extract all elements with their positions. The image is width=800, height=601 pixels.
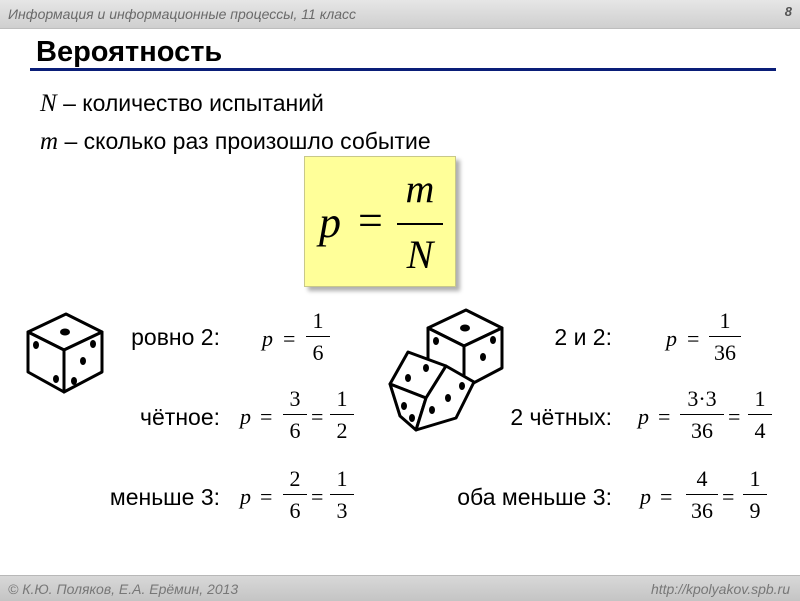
formula-equals: =	[283, 326, 296, 351]
formula-p: p	[640, 484, 651, 509]
fraction-numerator: 1	[749, 466, 761, 491]
fraction-denominator: 3	[336, 498, 348, 523]
footer-url[interactable]: http://kpolyakov.spb.ru	[650, 581, 790, 597]
fraction-numerator: 4	[696, 466, 708, 491]
formula-p: p	[240, 404, 251, 429]
course-title: Информация и информационные процессы, 11 класс	[8, 6, 357, 22]
definition-symbol: m	[40, 128, 59, 155]
label-two-even: 2 чётных:	[510, 404, 612, 430]
fraction-denominator: 2	[336, 418, 348, 443]
slide-title: Вероятность	[36, 36, 223, 68]
fraction-denominator: 9	[749, 498, 761, 523]
fraction	[686, 466, 718, 525]
fraction-denominator: 36	[691, 418, 713, 443]
fraction	[283, 466, 307, 525]
definition-symbol: N	[40, 90, 57, 117]
formula-equals: =	[358, 196, 383, 245]
formula-equals: =	[260, 404, 273, 429]
formula-equals: =	[722, 484, 735, 509]
label-two-and-two: 2 и 2:	[554, 324, 612, 350]
fraction	[330, 386, 354, 445]
fraction-numerator: 1	[754, 386, 766, 411]
definition-m	[40, 128, 431, 156]
header-bar	[0, 0, 800, 29]
fraction-bar	[306, 336, 330, 337]
fraction-numerator: 1	[336, 466, 348, 491]
formula-p: p	[666, 326, 677, 351]
fraction	[743, 466, 767, 525]
fraction-numerator: 1	[719, 308, 731, 333]
formula-two-and-two	[666, 308, 746, 368]
fraction-denominator: 4	[754, 418, 766, 443]
formula-two-even	[638, 386, 778, 446]
formula-p: p	[240, 484, 251, 509]
formula-even	[240, 386, 360, 446]
label-even: чётное:	[140, 404, 220, 430]
formula-p: p	[262, 326, 273, 351]
fraction-bar	[680, 414, 724, 415]
fraction-bar	[283, 494, 307, 495]
formula-lhs: p	[319, 198, 341, 247]
fraction-denominator: 6	[289, 418, 301, 443]
definition-text: – количество испытаний	[63, 90, 324, 116]
footer-authors: © К.Ю. Поляков, Е.А. Ерёмин, 2013	[8, 581, 239, 597]
fraction-numerator: 1	[336, 386, 348, 411]
formula-equals: =	[660, 484, 673, 509]
fraction-denominator: 6	[289, 498, 301, 523]
fraction-bar	[686, 494, 718, 495]
formula-exactly-two	[262, 308, 332, 368]
formula-equals: =	[311, 484, 324, 509]
fraction	[306, 308, 330, 367]
fraction-bar	[397, 223, 443, 225]
fraction-denominator: 36	[691, 498, 713, 523]
footer-bar	[0, 575, 800, 601]
fraction-numerator: 1	[312, 308, 324, 333]
formula-equals: =	[728, 404, 741, 429]
fraction-numerator: 3·3	[687, 386, 717, 411]
fraction-bar	[743, 494, 767, 495]
fraction-denominator: 36	[714, 340, 736, 365]
fraction-bar	[330, 494, 354, 495]
fraction-bar	[330, 414, 354, 415]
fraction	[330, 466, 354, 525]
formula-equals: =	[260, 484, 273, 509]
formula-equals: =	[311, 404, 324, 429]
formula-p: p	[638, 404, 649, 429]
fraction-bar	[748, 414, 772, 415]
formula-less-than-three	[240, 466, 360, 526]
formula-both-less-than-three	[640, 466, 770, 526]
fraction	[709, 308, 741, 367]
definition-n	[40, 90, 324, 118]
formula-equals: =	[658, 404, 671, 429]
fraction-denominator: 6	[312, 340, 324, 365]
formula-equals: =	[687, 326, 700, 351]
die-icon	[22, 308, 108, 396]
formula-denominator: N	[406, 232, 434, 277]
fraction	[283, 386, 307, 445]
fraction-numerator: 3	[289, 386, 301, 411]
fraction-bar	[709, 336, 741, 337]
label-less-than-three: меньше 3:	[109, 484, 220, 510]
fraction	[680, 386, 724, 445]
title-underline	[30, 68, 776, 71]
label-both-less-than-three: оба меньше 3:	[457, 484, 612, 510]
fraction-bar	[283, 414, 307, 415]
label-exactly-two: ровно 2:	[131, 324, 220, 350]
probability-formula-box	[304, 156, 456, 287]
fraction-numerator: 2	[289, 466, 301, 491]
slide-number: 8	[784, 4, 792, 19]
fraction	[748, 386, 772, 445]
definition-text: – сколько раз произошло событие	[64, 128, 431, 154]
formula-numerator: m	[405, 166, 435, 211]
